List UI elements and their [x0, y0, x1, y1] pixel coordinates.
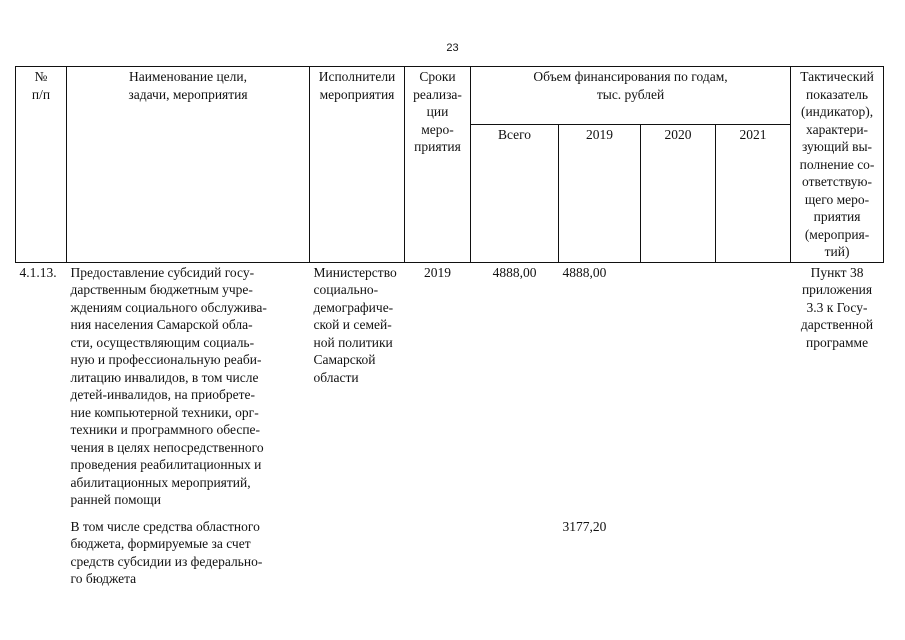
row-term: 2019 [424, 264, 451, 280]
row-number [16, 510, 67, 589]
header-executors: Исполнители мероприятия [310, 67, 405, 263]
row-indicator: Пункт 38 приложения 3.3 к Госу- дарственной программе [800, 264, 874, 350]
row-name: Предоставление субсидий госу- дарственным бюджетным учре- ждениям социального обслужива- ния населения Самарской обла- сти, осуществляющим социаль- ную и профессиональную реаби- литацию инвалидов, в том числе детей-инвалидов, на приобрете- ние компьютерной техники, орг- техники и программного обеспе- чения в целях непосредственного проведения реабилитационных и абилитационных мероприятий, ранней помощи [70, 264, 267, 507]
table-row [16, 510, 884, 589]
header-row [16, 67, 884, 125]
row-name: В том числе средства областного бюджета, формируемые за счет средств субсидии из федерально- го бюджета [70, 518, 263, 586]
row-2021 [716, 510, 791, 589]
header-total: Всего [471, 124, 559, 262]
header-name: Наименование цели, задачи, мероприятия [67, 67, 310, 263]
row-2021 [716, 262, 791, 510]
header-year-2021: 2021 [716, 124, 791, 262]
program-table [15, 66, 884, 589]
row-2020 [641, 262, 716, 510]
row-total: 4888,00 [492, 264, 537, 280]
row-2019: 3177,20 [562, 518, 607, 534]
row-indicator [791, 510, 884, 589]
header-indicator: Тактический показатель (индикатор), характери- зующий вы- полнение со- ответствую- щего меро- приятия (мероприя- тий) [791, 67, 884, 263]
row-executor [310, 510, 405, 589]
row-total [471, 510, 559, 589]
header-year-2019: 2019 [559, 124, 641, 262]
header-number: № п/п [16, 67, 67, 263]
header-year-2020: 2020 [641, 124, 716, 262]
page-number: 23 [446, 42, 459, 54]
row-number: 4.1.13. [19, 264, 57, 280]
header-terms: Сроки реализа- ции меро- приятия [405, 67, 471, 263]
row-2020 [641, 510, 716, 589]
row-executor: Министерство социально- демографиче- ской и семей- ной политики Самарской области [313, 264, 397, 385]
row-2019: 4888,00 [562, 264, 607, 280]
row-term [405, 510, 471, 589]
table-row [16, 262, 884, 510]
header-funding: Объем финансирования по годам, тыс. рублей [471, 67, 791, 125]
